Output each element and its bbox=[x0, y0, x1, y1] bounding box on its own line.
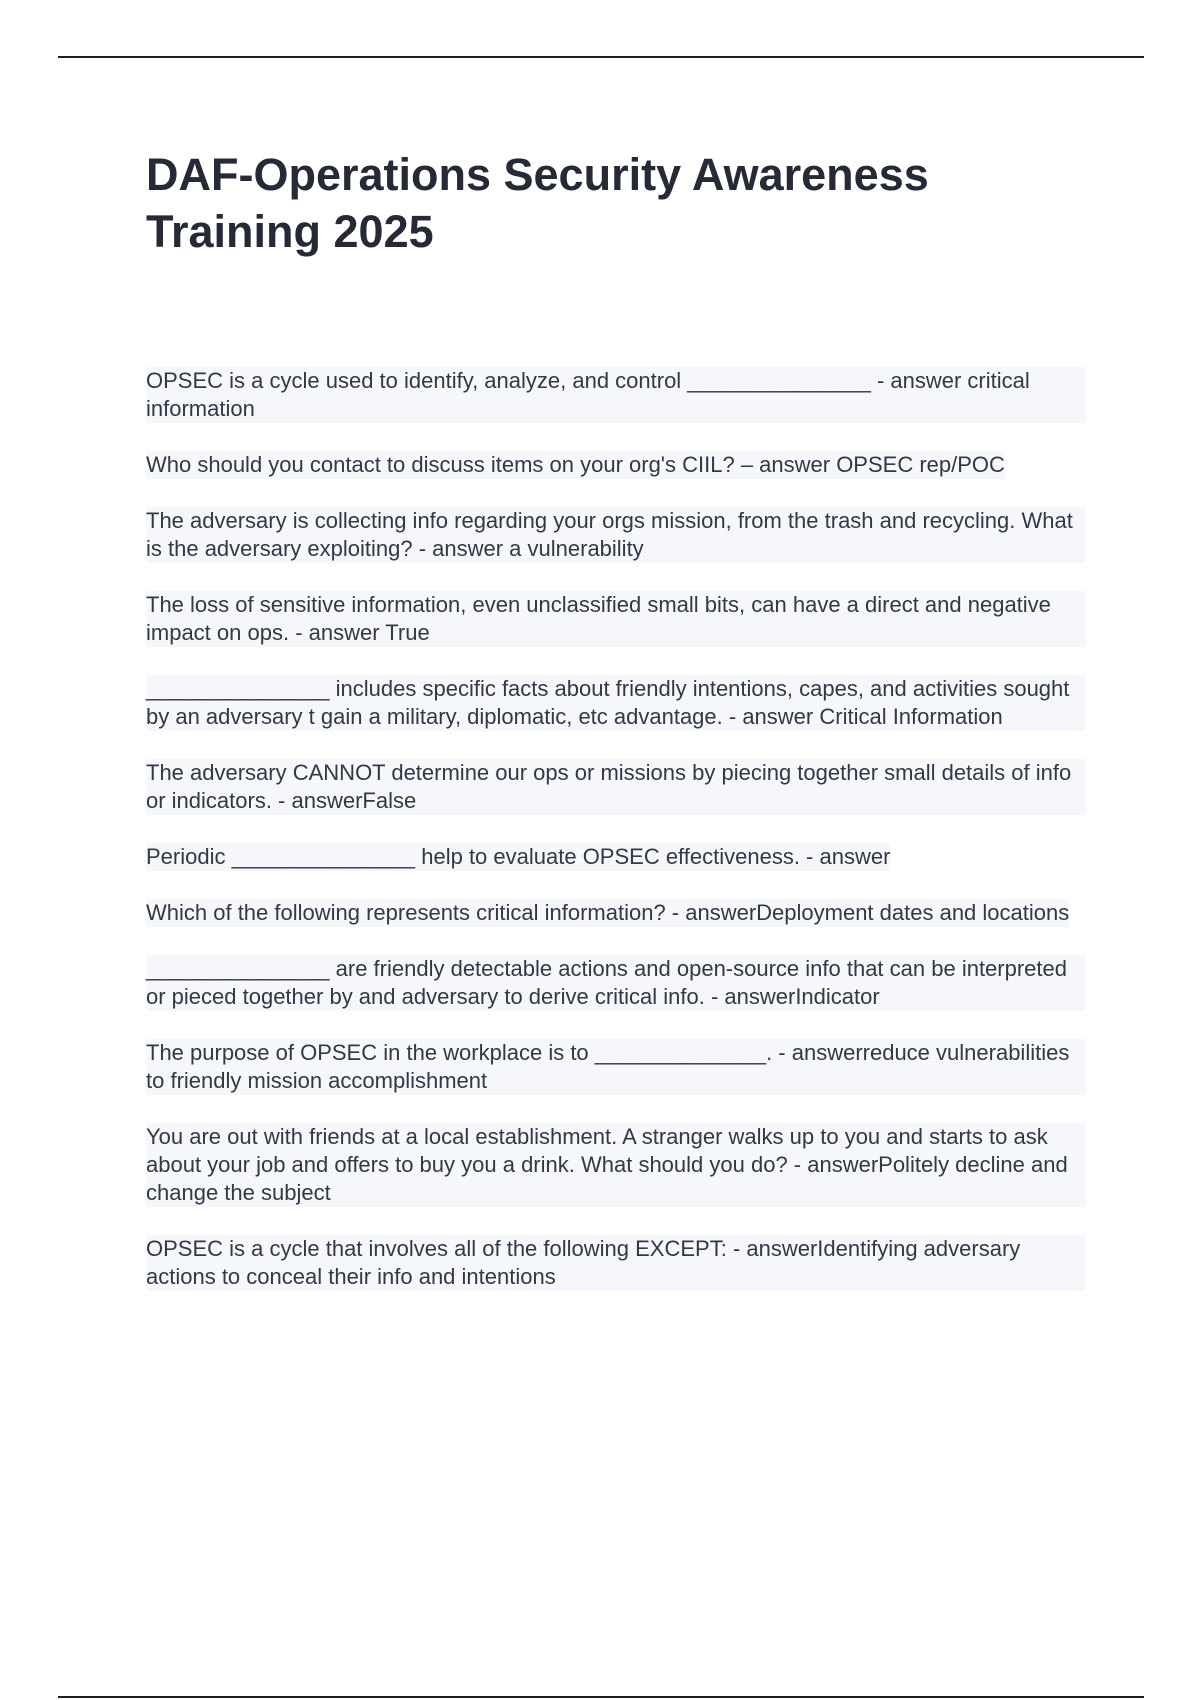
qa-item-2: Who should you contact to discuss items on your org's CIIL? – answer OPSEC rep/POC bbox=[146, 452, 1005, 477]
qa-item-7: Periodic _______________ help to evaluate OPSEC effectiveness. - answer bbox=[146, 844, 891, 869]
qa-item-1: OPSEC is a cycle used to identify, analyze, and control _______________ - answer critical information bbox=[146, 367, 1086, 423]
qa-list bbox=[146, 367, 1086, 1319]
qa-item-9: _______________ are friendly detectable actions and open-source info that can be interpreted or pieced together by and adversary to derive critical info. - answerIndicator bbox=[146, 955, 1086, 1011]
qa-item-3: The adversary is collecting info regarding your orgs mission, from the trash and recycling. What is the adversary exploiting? - answer a vulnerability bbox=[146, 507, 1086, 563]
qa-item-10: The purpose of OPSEC in the workplace is to ______________. - answerreduce vulnerabilities to friendly mission accomplishment bbox=[146, 1039, 1086, 1095]
qa-item-8: Which of the following represents critical information? - answerDeployment dates and locations bbox=[146, 900, 1070, 925]
qa-item-4: The loss of sensitive information, even unclassified small bits, can have a direct and negative impact on ops. - answer True bbox=[146, 591, 1086, 647]
qa-item-6: The adversary CANNOT determine our ops or missions by piecing together small details of info or indicators. - answerFalse bbox=[146, 759, 1086, 815]
top-divider bbox=[58, 56, 1144, 58]
qa-item-11: You are out with friends at a local establishment. A stranger walks up to you and starts to ask about your job and offers to buy you a drink. What should you do? - answerPolitely decline and change the subject bbox=[146, 1123, 1086, 1207]
qa-item-12: OPSEC is a cycle that involves all of the following EXCEPT: - answerIdentifying adversary actions to conceal their info and intentions bbox=[146, 1235, 1086, 1291]
qa-item-5: _______________ includes specific facts about friendly intentions, capes, and activities sought by an adversary t gain a military, diplomatic, etc advantage. - answer Critical Information bbox=[146, 675, 1086, 731]
bottom-divider bbox=[58, 1696, 1144, 1698]
document-title: DAF-Operations Security Awareness Training 2025 bbox=[146, 149, 929, 257]
